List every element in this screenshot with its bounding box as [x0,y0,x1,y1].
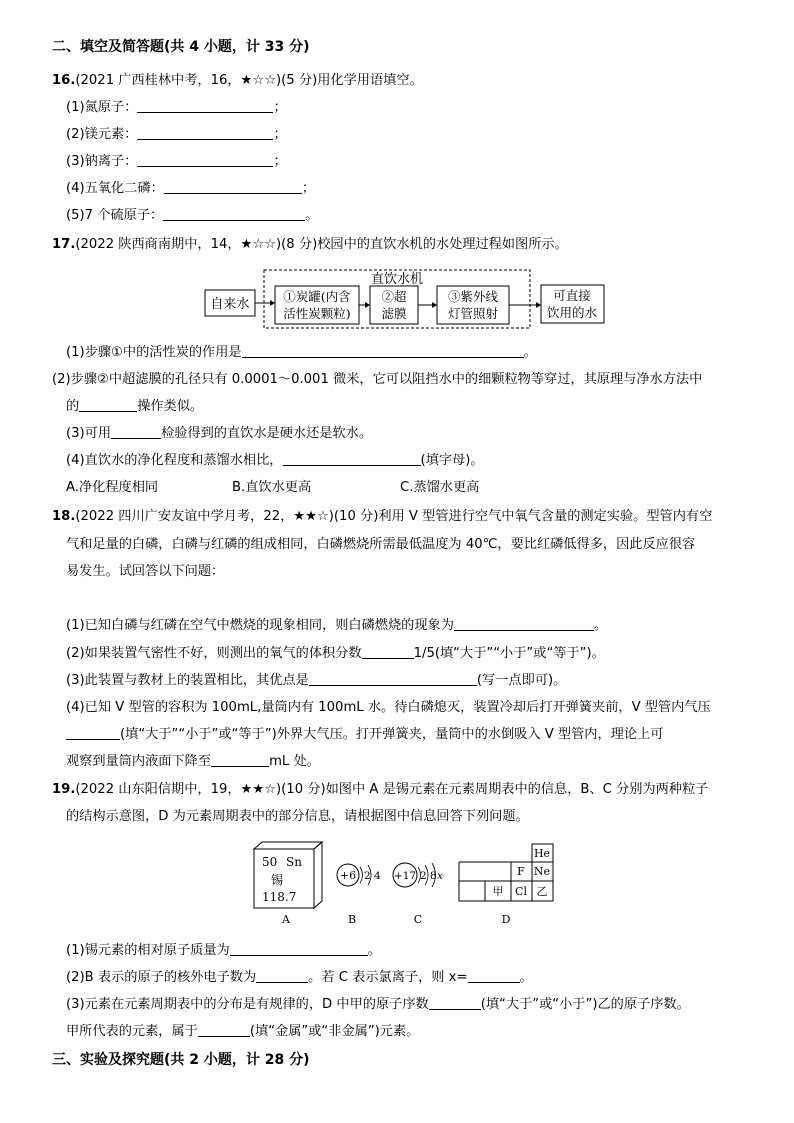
answer-blank[interactable] [137,99,273,113]
q17-part-2-line1: (2)步骤②中超滤膜的孔径只有 0.0001～0.001 微米，它可以阻挡水中的细颗粒物等穿过，其原理与净水方法中 [52,372,703,387]
q16-item-5: (5)7 个硫原子： 。 [66,208,319,223]
q19-part-3-line1: (3)元素在元素周期表中的分布是有规律的，D 中甲的原子序数 (填“大于”或“小于”)乙的原子序数。 [66,997,690,1012]
element-info-figure [248,838,564,930]
q16-item-2: (2)镁元素： ； [66,127,287,142]
label-b: B [347,913,357,926]
question-19-stem-2: 的结构示意图，D 为元素周期表中的部分信息，请根据图中信息回答下列问题。 [66,809,529,824]
answer-blank[interactable] [198,1023,250,1037]
cell-jia: 甲 [492,885,504,898]
step2-line2: 滤膜 [381,306,407,321]
q18-part-4-line3: 观察到量筒内液面下降至 mL 处。 [66,754,320,769]
end-line1: 可直接 [553,288,591,303]
label-a: A [282,913,290,926]
q18-part-1: (1)已知白磷与红磷在空气中燃烧的现象相同，则白磷燃烧的现象为 。 [66,618,608,633]
carbon-structure-diagram [337,864,381,886]
nucleus-b: +6 [339,869,357,882]
answer-blank[interactable] [79,398,137,412]
element-name: 锡 [271,873,284,887]
question-18-stem-3: 易发生。试回答以下问题： [66,564,225,579]
answer-blank[interactable] [242,344,524,358]
answer-blank[interactable] [163,207,305,221]
shells-b: 2 4 [364,870,381,882]
question-17-stem: 17.(2022 陕西商南期中，14，★☆☆)(8 分)校园中的直饮水机的水处理过程如图所示。 [52,237,568,252]
chlorine-structure-diagram [393,863,443,887]
answer-blank[interactable] [362,645,414,659]
step1-line1: ①炭罐(内含 [283,289,351,304]
q17-part-4: (4)直饮水的净化程度和蒸馏水相比， (填字母)。 [66,453,484,468]
q19-part-1: (1)锡元素的相对原子质量为 。 [66,943,381,958]
answer-blank[interactable] [137,153,273,167]
question-16-stem: 16.(2021 广西桂林中考，16，★☆☆)(5 分)用化学用语填空。 [52,73,423,88]
label-c: C [413,913,423,926]
answer-blank[interactable] [468,969,520,983]
q18-part-3: (3)此装置与教材上的装置相比，其优点是 (写一点即可)。 [66,673,567,688]
answer-blank[interactable] [283,452,421,466]
question-18-stem-1: 18.(2022 四川广安友谊中学月考，22，★★☆)(10 分)利用 V 型管进行空气中氧气含量的测定实验。型管内有空 [52,509,713,524]
answer-blank[interactable] [164,180,302,194]
machine-title: 直饮水机 [370,272,424,287]
q17-option-b: B.直饮水更高 [232,480,312,495]
end-line2: 饮用的水 [546,305,598,320]
cell-he: He [533,847,551,860]
step1-line2: 活性炭颗粒) [283,306,351,321]
atomic-mass: 118.7 [262,890,297,904]
tap-water-label: 自来水 [210,297,250,312]
q19-part-3-line2: 甲所代表的元素，属于 (填“金属”或“非金属”)元素。 [66,1024,420,1039]
q18-part-4-line1: (4)已知 V 型管的容积为 100mL,量筒内有 100mL 水。待白磷熄灭，装置冷却后打开弹簧夹前，V 型管内气压 [66,700,711,715]
cell-ne: Ne [533,865,551,878]
step3-line1: ③紫外线 [447,289,499,304]
answer-blank[interactable] [137,126,273,140]
step2-line1: ②超 [381,289,407,304]
q17-part-2-line2: 的 操作类似。 [66,399,204,414]
answer-blank[interactable] [230,942,368,956]
atomic-number: 50 [262,855,278,869]
q18-part-4-line2: (填“大于”“小于”或“等于”)外界大气压。打开弹簧夹，量筒中的水倒吸入 V 型管内，理论上可 [66,726,663,744]
nucleus-c: +17 [393,870,417,882]
q17-part-1: (1)步骤①中的活性炭的作用是 。 [66,345,537,360]
q19-part-2: (2)B 表示的原子的核外电子数为 。若 C 表示氯离子，则 x= 。 [66,970,533,985]
answer-blank[interactable] [454,617,594,631]
question-19-stem-1: 19.(2022 山东阳信期中，19，★★☆)(10 分)如图中 A 是锡元素在元素周期表中的信息，B、C 分别为两种粒子 [52,782,709,797]
q17-option-c: C.蒸馏水更高 [400,480,480,495]
question-18-stem-2: 气和足量的白磷，白磷与红磷的组成相同，白磷燃烧所需最低温度为 40℃，要比红磷低得多，因此反应很容 [66,537,696,552]
answer-blank[interactable] [66,726,120,740]
q18-part-2: (2)如果装置气密性不好，则测出的氧气的体积分数 1/5(填“大于”“小于”或“等于”)。 [66,646,605,661]
cell-yi: 乙 [536,885,548,898]
label-d: D [501,913,511,926]
step3-line2: 灯管照射 [447,306,499,321]
q16-item-4: (4)五氧化二磷： ； [66,181,315,196]
answer-blank[interactable] [211,753,269,767]
tin-element-cell [254,842,322,908]
q17-part-3: (3)可用 检验得到的直饮水是硬水还是软水。 [66,426,373,441]
answer-blank[interactable] [256,969,308,983]
answer-blank[interactable] [309,672,477,686]
q16-item-1: (1)氮原子： ； [66,100,287,115]
water-process-diagram [200,264,610,334]
cell-f: F [517,865,525,878]
unknown-x: x [437,870,443,882]
q16-item-3: (3)钠离子： ； [66,154,287,169]
answer-blank[interactable] [429,996,481,1010]
cell-cl: Cl [515,885,527,898]
shells-c: 2 8 [420,870,437,882]
section-heading: 三、实验及探究题(共 2 小题，计 28 分) [52,1052,310,1068]
answer-blank[interactable] [111,425,161,439]
element-symbol: Sn [286,855,302,869]
section-heading: 二、填空及简答题(共 4 小题，计 33 分) [52,39,310,55]
q17-option-a: A.净化程度相同 [66,480,159,495]
